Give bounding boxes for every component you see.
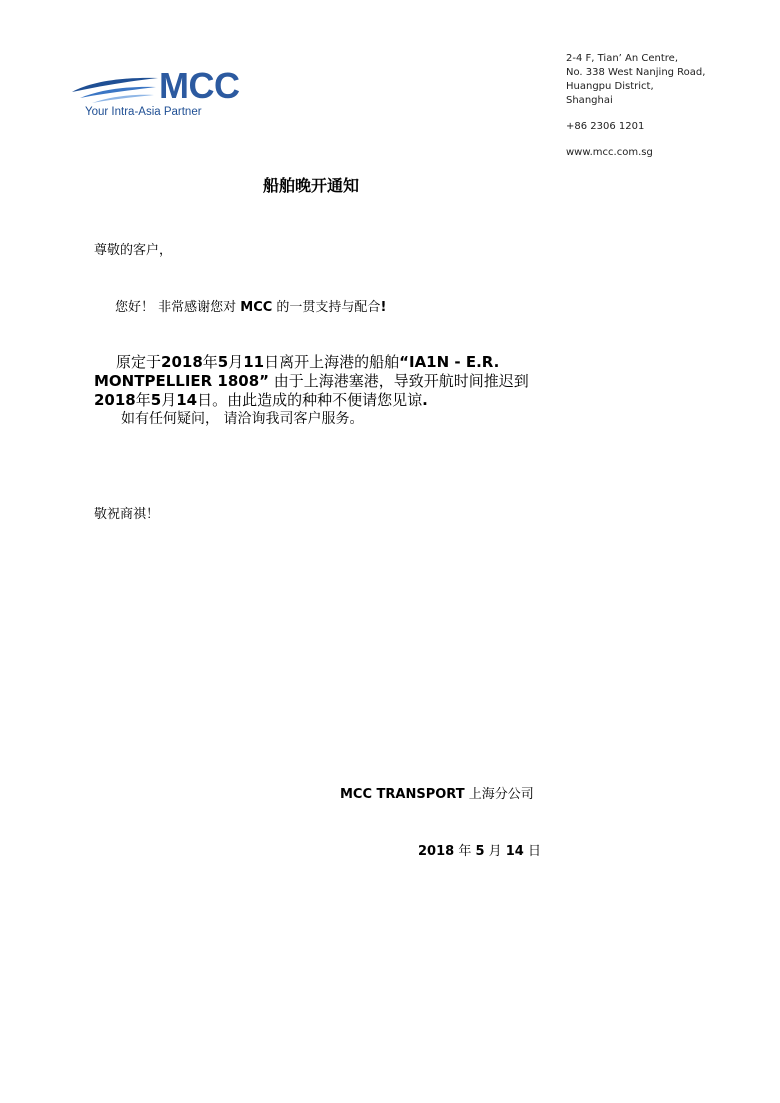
- para-line-4: 如有任何疑问， 请洽询我司客户服务。: [121, 411, 364, 427]
- date-day-unit: 日: [523, 844, 541, 859]
- website-link[interactable]: www.mcc.com.sg: [566, 147, 653, 158]
- notice-title: 船舶晚开通知: [263, 176, 360, 195]
- p1-vessel: “IA1N - E.R.: [399, 353, 500, 371]
- greeting-end: !: [380, 300, 387, 315]
- para-line-2: [94, 372, 654, 391]
- address-line-1: 2-4 F, Tian’ An Centre,: [566, 53, 678, 64]
- p1-a: 原定于: [116, 353, 162, 371]
- p3-end: .: [422, 391, 428, 409]
- para-line-3: [94, 391, 654, 410]
- greeting-text-b: 的一贯支持与配合: [272, 300, 381, 315]
- date-year-unit: 年: [454, 844, 476, 859]
- para-line-1: [94, 353, 654, 372]
- p3-f: 日。由此造成的种种不便请您见谅: [197, 391, 423, 409]
- p1-month: 5: [217, 353, 229, 371]
- mcc-logo: [70, 65, 260, 128]
- wave-logo-icon: [70, 68, 160, 104]
- greeting-brand: MCC: [240, 300, 273, 315]
- phone-number: +86 2306 1201: [566, 121, 645, 132]
- date-year: 2018: [418, 844, 455, 859]
- date-month-unit: 月: [484, 844, 506, 859]
- p3-year: 2018: [94, 391, 136, 409]
- p3-year-unit: 年: [135, 391, 151, 409]
- greeting-text-a: 您好！ 非常感谢您对: [115, 300, 241, 315]
- p3-month: 5: [150, 391, 162, 409]
- date-line: [418, 843, 541, 861]
- date-month: 5: [475, 844, 485, 859]
- salutation: 尊敬的客户，: [94, 243, 173, 258]
- p2-vessel: MONTPELLIER 1808”: [94, 372, 270, 390]
- address-block: [566, 52, 766, 160]
- address-line-2: No. 338 West Nanjing Road,: [566, 67, 706, 78]
- p1-year-unit: 年: [202, 353, 218, 371]
- address-line-3: Huangpu District,: [566, 81, 654, 92]
- p3-day: 14: [176, 391, 198, 409]
- p2-b: 由于上海港塞港，导致开航时间推迟到: [269, 372, 529, 390]
- p3-month-unit: 月: [161, 391, 177, 409]
- address-line-4: Shanghai: [566, 95, 613, 106]
- greeting-line: [115, 299, 386, 317]
- delay-paragraph: [94, 353, 654, 429]
- p1-g: 日离开上海港的船舶: [264, 353, 400, 371]
- p1-month-unit: 月: [228, 353, 244, 371]
- signature-company: MCC TRANSPORT: [340, 787, 465, 802]
- closing-line: 敬祝商祺！: [94, 507, 160, 522]
- p1-year: 2018: [161, 353, 203, 371]
- logo-tagline: Your Intra-Asia Partner: [85, 106, 202, 118]
- logo-brand: MCC: [159, 65, 240, 106]
- signature-branch: 上海分公司: [464, 787, 534, 802]
- p1-day: 11: [243, 353, 265, 371]
- date-day: 14: [505, 844, 524, 859]
- signature: [340, 786, 534, 804]
